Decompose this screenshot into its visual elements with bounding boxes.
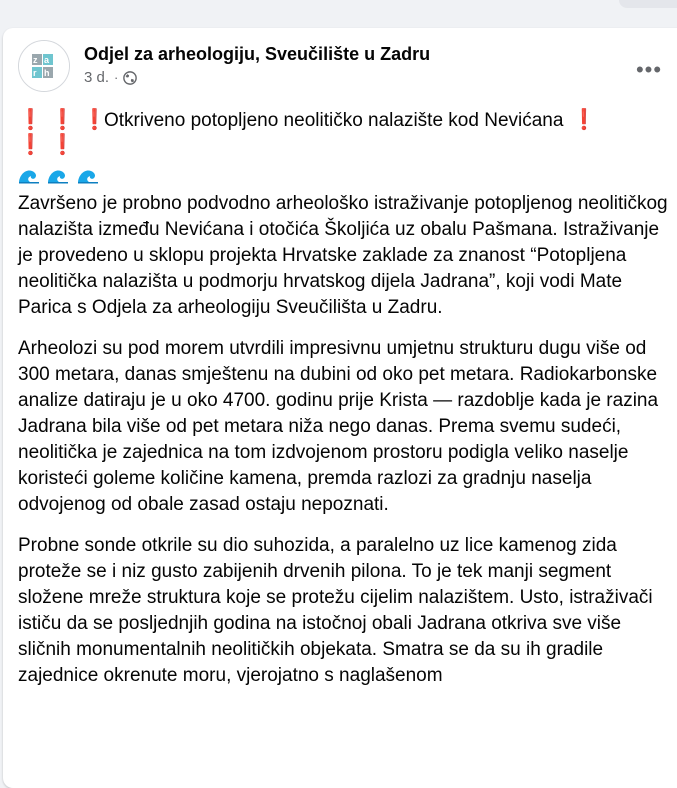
exclamation-icon: ❗ [82, 109, 107, 131]
page-name-link[interactable]: Odjel za arheologiju, Sveučilište u Zadru [84, 44, 431, 64]
more-horizontal-icon: ••• [635, 57, 663, 82]
water-wave-icon [77, 168, 99, 184]
post-paragraph: Završeno je probno podvodno arheološko istraživanje potopljenog neolitičkog nalazišta između Nevićana i otočića Školjića uz obalu Pašmana. Istraživanje je provedeno u sklopu projekta Hrvatske zaklade za znanost “Potopljena neolitička nalazišta u podmorju hrvatskog dijela Jadrana”, koji vodi Mate Parica s Odjela za arheologiju Sveučilišta u Zadru. [18, 193, 668, 318]
svg-text:z: z [33, 55, 38, 65]
exclamation-icon: ❗ [18, 109, 43, 131]
svg-text:a: a [44, 55, 50, 65]
post-paragraph: Arheolozi su pod morem utvrdili impresivnu umjetnu strukturu dugu više od 300 metara, danas smještenu na dubini od oko pet metara. Radiokarbonske analize datiraju je u oko 4700. godinu prije Krista — razdoblje kada je razina Jadrana bila više od pet metara niža nego danas. Prema svemu sudeći, neolitička je zajednica na tom izdvojenom prostoru podigla veliko naselje koristeći goleme količine kamena, premda razlozi za gradnju naselja odvojenog od obale zasad ostaju nepoznati. [18, 338, 659, 515]
wave-emoji-row [18, 163, 668, 191]
water-wave-icon [47, 168, 69, 184]
facebook-post-card [3, 28, 677, 788]
svg-text:r: r [33, 68, 37, 78]
exclamation-icon: ❗ [18, 134, 43, 156]
post-time-link[interactable]: 3 d. [84, 69, 110, 86]
post-content [18, 107, 668, 704]
headline-text: Otkriveno potopljeno neolitičko nalazište kod Nevićana [104, 110, 564, 131]
water-wave-icon [18, 168, 40, 184]
globe-icon[interactable] [123, 71, 137, 85]
svg-text:h: h [44, 68, 50, 78]
top-bar-fragment [619, 0, 677, 8]
exclamation-icon: ❗ [50, 134, 75, 156]
avatar[interactable] [18, 40, 70, 92]
zadar-archaeology-logo-icon [19, 41, 69, 91]
exclamation-icon: ❗ [571, 109, 597, 131]
exclamation-row [18, 132, 668, 159]
more-options-button[interactable] [631, 52, 667, 88]
post-headline [18, 107, 668, 159]
meta-separator: · [114, 70, 119, 85]
post-meta [84, 68, 137, 88]
exclamation-icon: ❗ [50, 109, 75, 131]
post-paragraph: Probne sonde otkrile su dio suhozida, a paralelno uz lice kamenog zida proteže se i niz gusto zabijenih drvenih pilona. To je tek manji segment složene mreže struktura koje se protežu cijelim nalazištem. Usto, istraživači ističu da se posljednjih godina na istočnoj obali Jadrana otkriva sve više sličnih monumentalnih neolitičkih objekata. Smatra se da su ih gradile zajednice okrenute moru, vjerojatno s naglašenom [18, 535, 653, 686]
